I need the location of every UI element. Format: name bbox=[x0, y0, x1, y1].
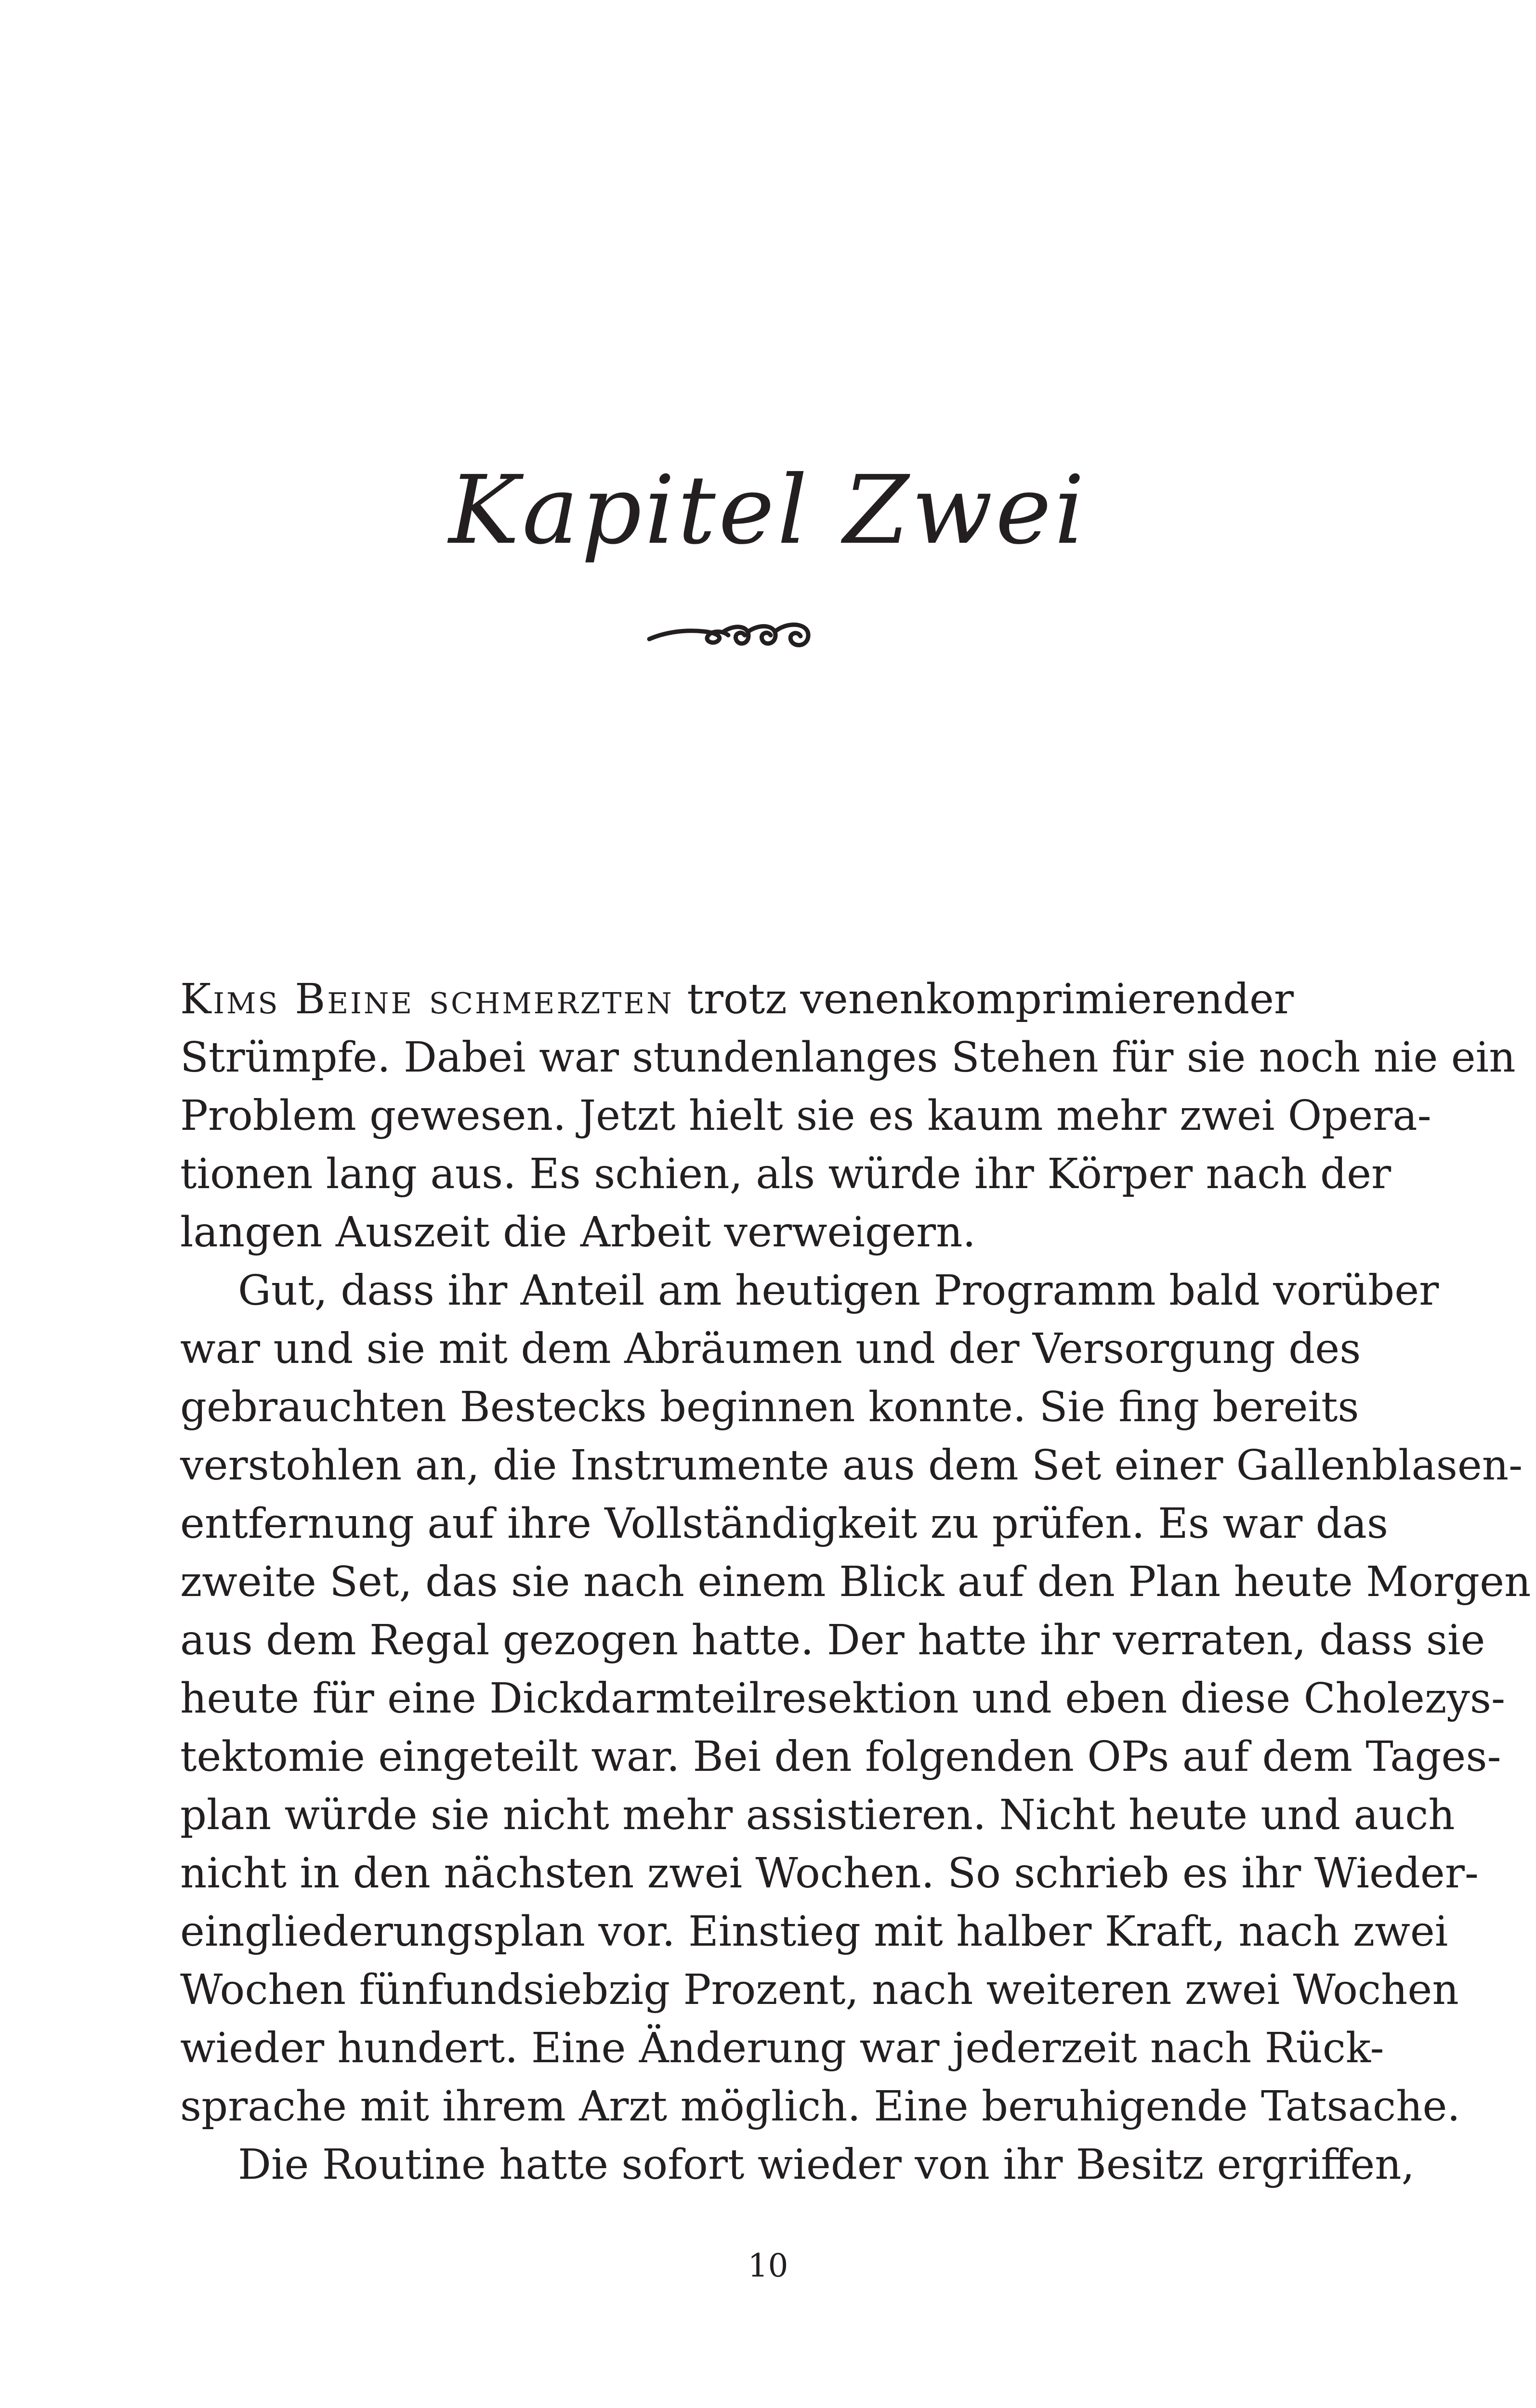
text-line: heute für eine Dickdarmteilresektion und eben diese Cholezys- bbox=[180, 1675, 1506, 1723]
text-line: entfernung auf ihre Vollständigkeit zu prüfen. Es war das bbox=[180, 1500, 1389, 1548]
text-line: wieder hundert. Eine Änderung war jederzeit nach Rück- bbox=[180, 2024, 1384, 2072]
text-line: sprache mit ihrem Arzt möglich. Eine beruhigende Tatsache. bbox=[180, 2082, 1460, 2131]
text-line: langen Auszeit die Arbeit verweigern. bbox=[180, 1208, 976, 1256]
text-line: verstohlen an, die Instrumente aus dem Set einer Gallenblasen- bbox=[180, 1441, 1523, 1490]
text-line: tionen lang aus. Es schien, als würde ihr Körper nach der bbox=[180, 1150, 1392, 1198]
text-line: eingliederungsplan vor. Einstieg mit halber Kraft, nach zwei bbox=[180, 1908, 1448, 1956]
text-line: war und sie mit dem Abräumen und der Versorgung des bbox=[180, 1325, 1361, 1373]
text-line: Wochen fünfundsiebzig Prozent, nach weiteren zwei Wochen bbox=[180, 1966, 1459, 2014]
text-line: gebrauchten Bestecks beginnen konnte. Sie fing bereits bbox=[180, 1383, 1359, 1431]
text-line: Kims Beine schmerzten trotz venenkomprimierender bbox=[180, 975, 1294, 1023]
page-number: 10 bbox=[748, 2247, 788, 2284]
text-line: tektomie eingeteilt war. Bei den folgenden OPs auf dem Tages- bbox=[180, 1733, 1501, 1781]
text-line: Gut, dass ihr Anteil am heutigen Programm bald vorüber bbox=[238, 1267, 1439, 1315]
chapter-title: Kapitel Zwei bbox=[448, 456, 1088, 565]
flourish-ornament-icon bbox=[645, 609, 828, 653]
text-line: plan würde sie nicht mehr assistieren. Nicht heute und auch bbox=[180, 1791, 1455, 1839]
text-line: nicht in den nächsten zwei Wochen. So schrieb es ihr Wieder- bbox=[180, 1849, 1479, 1898]
text-line: Problem gewesen. Jetzt hielt sie es kaum mehr zwei Opera- bbox=[180, 1092, 1431, 1140]
text-line: aus dem Regal gezogen hatte. Der hatte ihr verraten, dass sie bbox=[180, 1616, 1485, 1664]
text-line-small-caps: Kims Beine schmerzten bbox=[180, 975, 674, 1023]
chapter-body-text bbox=[180, 970, 1531, 2194]
text-line: zweite Set, das sie nach einem Blick auf den Plan heute Morgen bbox=[180, 1558, 1531, 1606]
text-line: Die Routine hatte sofort wieder von ihr Besitz ergriffen, bbox=[238, 2141, 1415, 2189]
text-line: Strümpfe. Dabei war stundenlanges Stehen für sie noch nie ein bbox=[180, 1034, 1516, 1082]
